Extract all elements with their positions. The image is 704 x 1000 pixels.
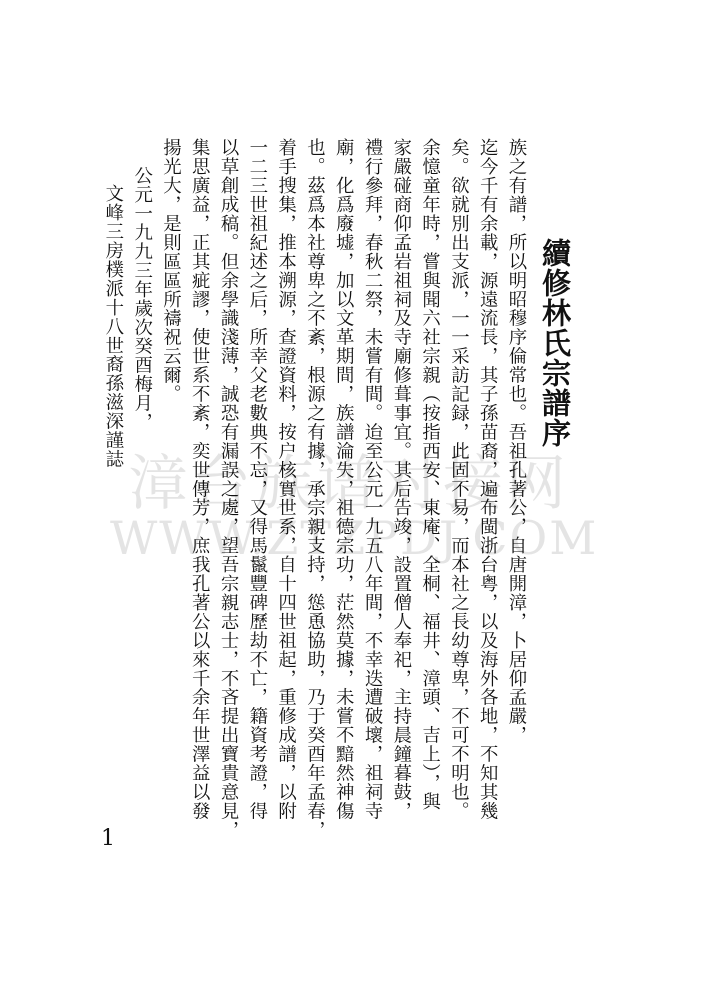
preface-column: 廟，化爲廢墟，加以文革期間，族譜淪失，祖德宗功，茫然莫據，未嘗不黯然神傷 bbox=[333, 138, 355, 821]
preface-column: 集思廣益，正其疵謬，使世系不紊，奕世傳芳，庶我孔著公以來千余年世澤益以發 bbox=[189, 138, 211, 821]
preface-column: 一二三世祖紀述之后，所幸父老數典不忘，又得馬鬣豐碑歷劫不亡，籍資考證，得 bbox=[246, 138, 268, 821]
preface-column: 迄今千有余載，源遠流長，其子孫苗裔，遍布閩浙台粤，以及海外各地，不知其幾 bbox=[477, 138, 499, 821]
document-title: 續修林氏宗譜序 bbox=[538, 238, 572, 448]
preface-column: 着手搜集，推本溯源，查證資料，按户核實世系，自十四世祖起，重修成譜，以附 bbox=[275, 138, 297, 821]
preface-column: 族之有譜，所以明昭穆序倫常也。吾祖孔著公，自唐開漳，卜居仰孟嚴， bbox=[506, 138, 527, 745]
preface-column: 揚光大，是則區區所禱祝云爾。 bbox=[160, 138, 182, 404]
page-number: 1 bbox=[101, 826, 115, 851]
preface-column: 也。茲爲本社尊卑之不紊，根源之有據，承宗親支持，慫恿協助，乃于癸酉年孟春， bbox=[304, 138, 326, 840]
preface-column: 矣。欲就別出支派，一一采訪記録，此固不易，而本社之長幼尊卑，不可不明也。 bbox=[448, 138, 470, 821]
date-line: 公元一九九三年歲次癸酉梅月， bbox=[131, 166, 153, 432]
preface-column: 家嚴碰商仰孟岩祖祠及寺廟修葺事宜。其后告竣，設置僧人奉祀，主持晨鐘暮鼓， bbox=[390, 138, 412, 821]
preface-column: 禮行參拜，春秋二祭，未嘗有間。迨至公元一九五八年間，不幸迭遭破壞，祖祠寺 bbox=[362, 138, 384, 821]
watermark-url: WWW.ZTZPDJ.COM bbox=[110, 511, 599, 565]
signature-line: 文峰三房樸派十八世裔孫滋深謹誌 bbox=[102, 184, 124, 469]
preface-column: 余憶童年時，嘗與聞六社宗親（按指西安、東庵、全桐、福井、漳頭、吉上），與 bbox=[419, 138, 441, 811]
preface-column: 以草創成稿。但余學識淺薄，誠恐有漏誤之處，望吾宗親志士，不吝提出寶貴意見， bbox=[218, 138, 240, 840]
preface-body bbox=[102, 138, 530, 840]
watermark-chinese: 漳台族谱对接网 bbox=[128, 449, 569, 519]
